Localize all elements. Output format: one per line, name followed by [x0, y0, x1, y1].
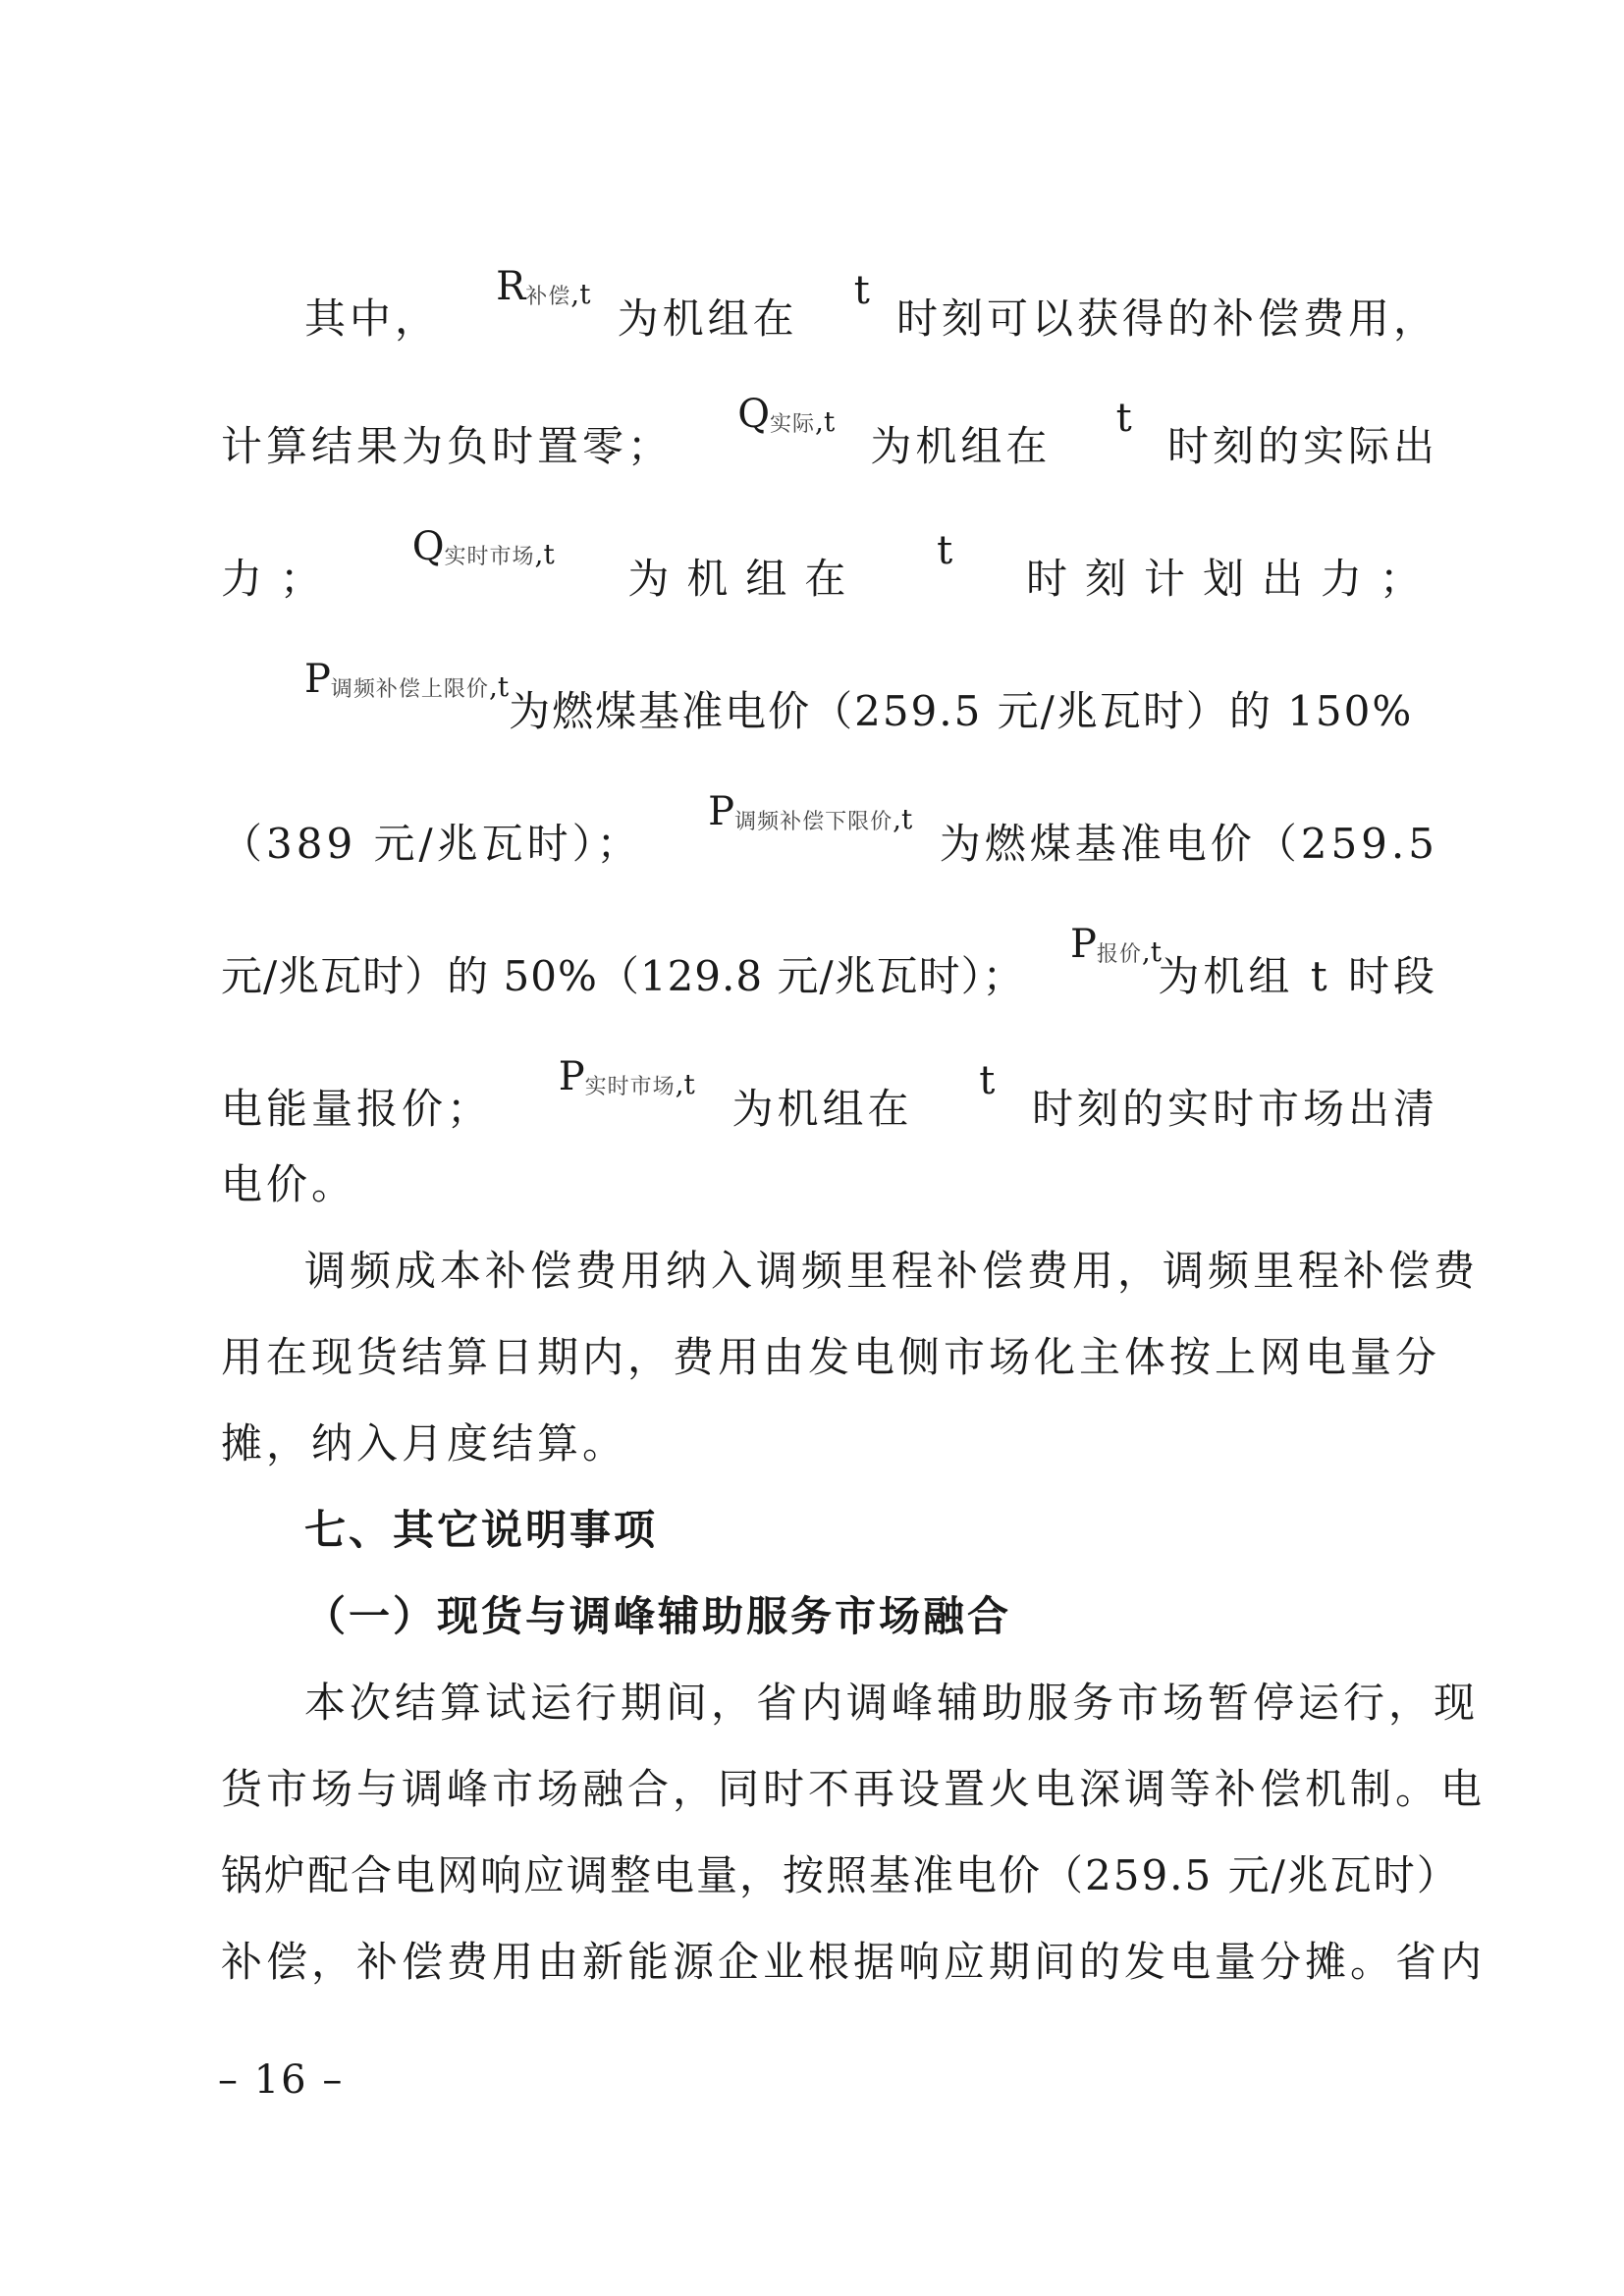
text: 其中， [304, 294, 441, 343]
formula-line-5 [221, 789, 1438, 888]
text: 力； [221, 555, 340, 603]
symbol-t: t [937, 528, 953, 573]
text: 为燃煤基准电价（259.5 [939, 820, 1438, 868]
text: 电能量报价； [221, 1085, 493, 1133]
subsection-heading: （一）现货与调峰辅助服务市场融合 [304, 1592, 1012, 1640]
symbol-p-bid: $P^{报价,t}$ [1069, 922, 1163, 968]
formula-line-6 [221, 922, 1438, 1021]
paragraph-line: 锅炉配合电网响应调整电量，按照基准电价（259.5 元/兆瓦时） [221, 1851, 1460, 1899]
text: 时刻计划出力； [1025, 555, 1438, 603]
text: 元/兆瓦时）的 50%（129.8 元/兆瓦时）； [221, 952, 1025, 1000]
text: 为机组在 [870, 422, 1052, 470]
text: 为机组 t 时段 [1158, 952, 1438, 1000]
text: 为机组在 [731, 1085, 913, 1133]
symbol-t: t [979, 1058, 996, 1103]
section-heading: 七、其它说明事项 [304, 1506, 659, 1554]
paragraph-line: 用在现货结算日期内，费用由发电侧市场化主体按上网电量分 [221, 1333, 1441, 1381]
symbol-t: t [1115, 396, 1132, 441]
text: 时刻的实际出 [1166, 422, 1438, 470]
symbol-p-upper: $P^{调频补偿上限价,t}$ [304, 657, 510, 703]
text: 计算结果为负时置零； [221, 422, 674, 470]
text: 时刻的实时市场出清 [1031, 1085, 1438, 1133]
symbol-t: t [853, 268, 870, 313]
text: 为机组在 [627, 555, 864, 603]
paragraph-line: 本次结算试运行期间，省内调峰辅助服务市场暂停运行，现 [304, 1679, 1480, 1727]
symbol-q-realtime: $Q^{实时市场,t}$ [411, 524, 555, 570]
page-number: – 16 – [218, 2057, 345, 2103]
formula-line-4 [221, 657, 1438, 756]
formula-line-3 [221, 524, 1438, 623]
text: 为机组在 [617, 294, 798, 343]
text: 电价。 [221, 1160, 357, 1208]
text: 时刻可以获得的补偿费用， [895, 294, 1438, 343]
paragraph-line: 摊，纳入月度结算。 [221, 1419, 628, 1468]
formula-line-8 [221, 1141, 1438, 1229]
text: 为燃煤基准电价（259.5 元/兆瓦时）的 150% [509, 687, 1414, 735]
symbol-q-actual: $Q^{实际,t}$ [737, 392, 836, 438]
paragraph-line: 调频成本补偿费用纳入调频里程补偿费用，调频里程补偿费 [304, 1247, 1480, 1295]
formula-line-2 [221, 392, 1438, 491]
symbol-p-lower: $P^{调频补偿下限价,t}$ [708, 789, 913, 835]
paragraph-line: 补偿，补偿费用由新能源企业根据响应期间的发电量分摊。省内 [221, 1938, 1487, 1986]
symbol-p-realtime: $P^{实时市场,t}$ [558, 1054, 695, 1100]
text: （389 元/兆瓦时）； [221, 820, 642, 868]
symbol-r-compensation: $R^{补偿,t}$ [496, 264, 591, 310]
paragraph-line: 货市场与调峰市场融合，同时不再设置火电深调等补偿机制。电 [221, 1765, 1487, 1813]
formula-line-1 [221, 264, 1438, 363]
